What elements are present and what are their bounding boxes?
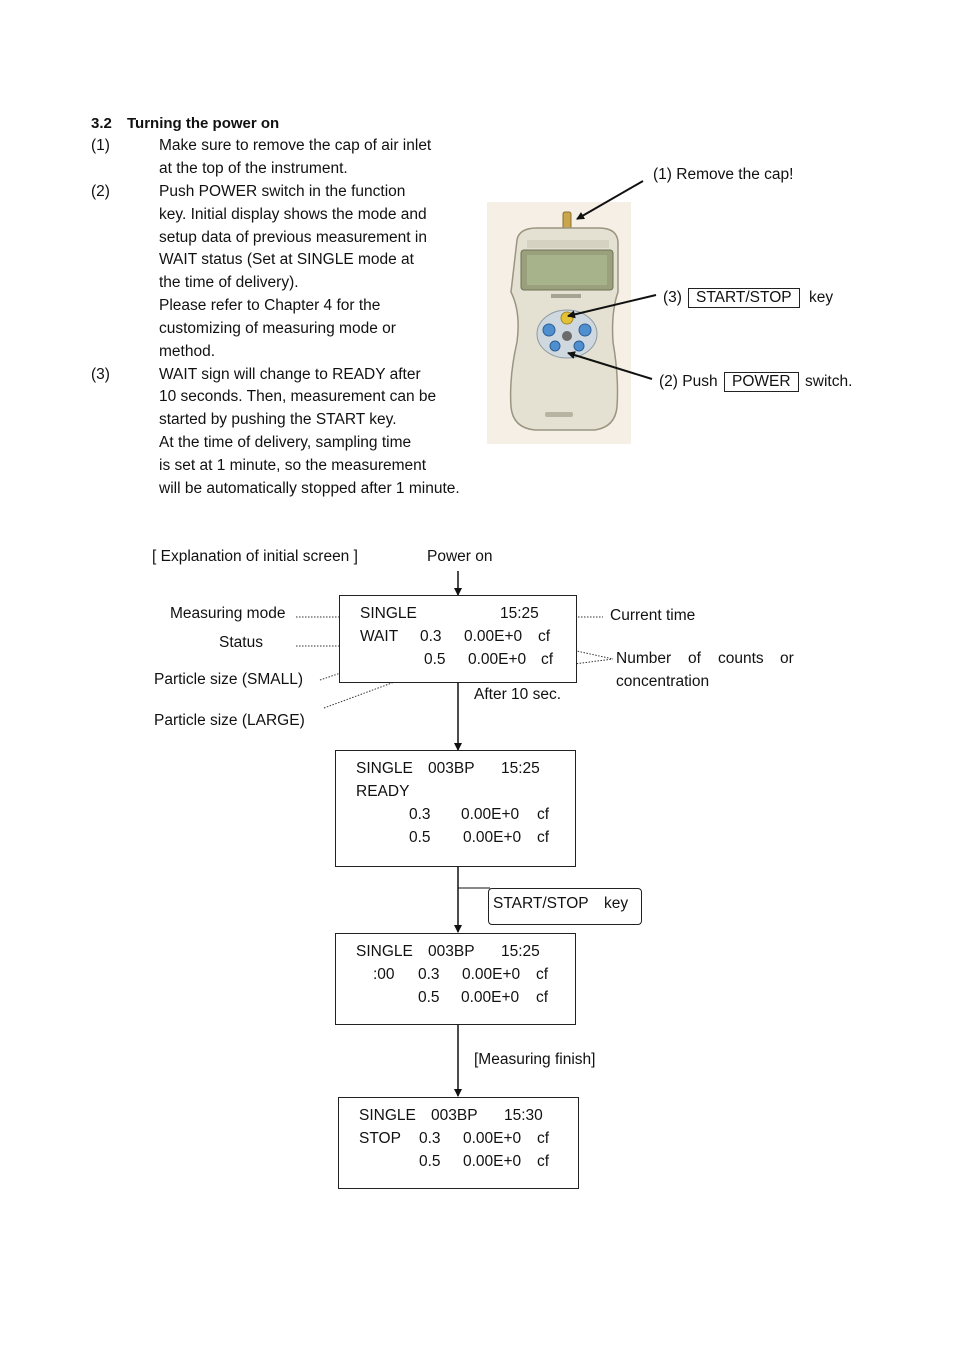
start-stop-callout-number: (3) [663, 289, 682, 306]
step-text-line: started by pushing the START key. [159, 411, 397, 428]
start-stop-key-text: START/STOP [493, 895, 589, 912]
step-text-line: is set at 1 minute, so the measurement [159, 457, 427, 474]
current-time-label: Current time [610, 607, 696, 624]
step-text-line: customizing of measuring mode or [159, 320, 396, 337]
section-title: Turning the power on [127, 115, 280, 132]
lcd-mode: SINGLE [356, 943, 413, 960]
lcd-count-small: 0.00E+0 [464, 628, 523, 645]
remove-cap-arrow [577, 181, 643, 219]
step-text-line: will be automatically stopped after 1 minute. [159, 480, 460, 497]
counts-label-word: or [780, 650, 794, 667]
lcd-initial-screen [339, 595, 577, 683]
power-callout-suffix: switch. [805, 373, 853, 390]
particle-size-large-label: Particle size (LARGE) [154, 712, 305, 729]
step-text-line: method. [159, 343, 216, 360]
after-10-sec-label: After 10 sec. [474, 686, 562, 703]
measuring-finish-label: [Measuring finish] [474, 1051, 596, 1068]
lcd-size-small: 0.3 [418, 966, 440, 983]
lcd-unit: cf [536, 989, 549, 1006]
lcd-mode: SINGLE [359, 1107, 416, 1124]
counts-label-word: of [688, 650, 701, 667]
start-stop-key-label: START/STOP [688, 288, 800, 308]
step-text-line: at the top of the instrument. [159, 160, 348, 177]
lcd-count-small: 0.00E+0 [461, 806, 520, 823]
step-text-line: key. Initial display shows the mode and [159, 206, 427, 223]
step-text-line: Please refer to Chapter 4 for the [159, 297, 381, 314]
lcd-size-small: 0.3 [409, 806, 431, 823]
step-text-line: WAIT sign will change to READY after [159, 366, 421, 383]
lcd-size-large: 0.5 [409, 829, 431, 846]
step-text-line: At the time of delivery, sampling time [159, 434, 412, 451]
step-number: (1) [91, 137, 110, 154]
step-text-line: WAIT status (Set at SINGLE mode at [159, 251, 414, 268]
lcd-unit: cf [536, 966, 549, 983]
lcd-status: READY [356, 783, 410, 800]
start-stop-arrow [568, 295, 656, 316]
lcd-bp: 003BP [431, 1107, 478, 1124]
lcd-time: 15:30 [504, 1107, 543, 1124]
lcd-size-small: 0.3 [420, 628, 442, 645]
step-text-line: setup data of previous measurement in [159, 229, 427, 246]
lcd-size-small: 0.3 [419, 1130, 441, 1147]
lcd-status: WAIT [360, 628, 399, 645]
explanation-title: [ Explanation of initial screen ] [152, 548, 358, 565]
lcd-mode: SINGLE [356, 760, 413, 777]
lcd-bp: 003BP [428, 943, 475, 960]
step-number: (2) [91, 183, 110, 200]
lcd-unit: cf [537, 829, 550, 846]
lcd-mode: SINGLE [360, 605, 417, 622]
lcd-time: 15:25 [500, 605, 539, 622]
lcd-elapsed: :00 [373, 966, 395, 983]
lcd-status: STOP [359, 1130, 401, 1147]
counts-label-word: counts [718, 650, 764, 667]
particle-size-small-label: Particle size (SMALL) [154, 671, 304, 688]
step-text-line: the time of delivery). [159, 274, 299, 291]
lcd-unit: cf [541, 651, 554, 668]
lcd-time: 15:25 [501, 760, 540, 777]
lcd-count-large: 0.00E+0 [463, 1153, 522, 1170]
power-key-label: POWER [724, 372, 799, 392]
power-callout-prefix: (2) Push [659, 373, 718, 390]
lcd-count-small: 0.00E+0 [463, 1130, 522, 1147]
lcd-ready-screen [335, 750, 576, 867]
step-text-line: Push POWER switch in the function [159, 183, 406, 200]
lcd-count-small: 0.00E+0 [462, 966, 521, 983]
concentration-label: concentration [616, 673, 710, 690]
lcd-count-large: 0.00E+0 [468, 651, 527, 668]
lcd-count-large: 0.00E+0 [463, 829, 522, 846]
start-stop-key-box [488, 888, 642, 925]
lcd-bp: 003BP [428, 760, 475, 777]
key-word-text: key [604, 895, 629, 912]
start-stop-key-suffix: key [809, 289, 834, 306]
power-arrow [568, 353, 652, 379]
lcd-unit: cf [538, 628, 551, 645]
section-number: 3.2 [91, 115, 112, 132]
lcd-size-large: 0.5 [419, 1153, 441, 1170]
lcd-measuring-screen [335, 933, 576, 1025]
measuring-mode-label: Measuring mode [170, 605, 286, 622]
lcd-time: 15:25 [501, 943, 540, 960]
step-text-line: 10 seconds. Then, measurement can be [159, 388, 437, 405]
step-text-line: Make sure to remove the cap of air inlet [159, 137, 432, 154]
status-label: Status [219, 634, 263, 651]
lcd-unit: cf [537, 1153, 550, 1170]
lcd-unit: cf [537, 1130, 550, 1147]
remove-cap-callout: (1) Remove the cap! [653, 166, 794, 183]
lcd-count-large: 0.00E+0 [461, 989, 520, 1006]
lcd-size-large: 0.5 [418, 989, 440, 1006]
lcd-stop-screen [338, 1097, 579, 1189]
counts-label-word: Number [616, 650, 672, 667]
step-number: (3) [91, 366, 110, 383]
lcd-unit: cf [537, 806, 550, 823]
power-on-label: Power on [427, 548, 493, 565]
lcd-size-large: 0.5 [424, 651, 446, 668]
